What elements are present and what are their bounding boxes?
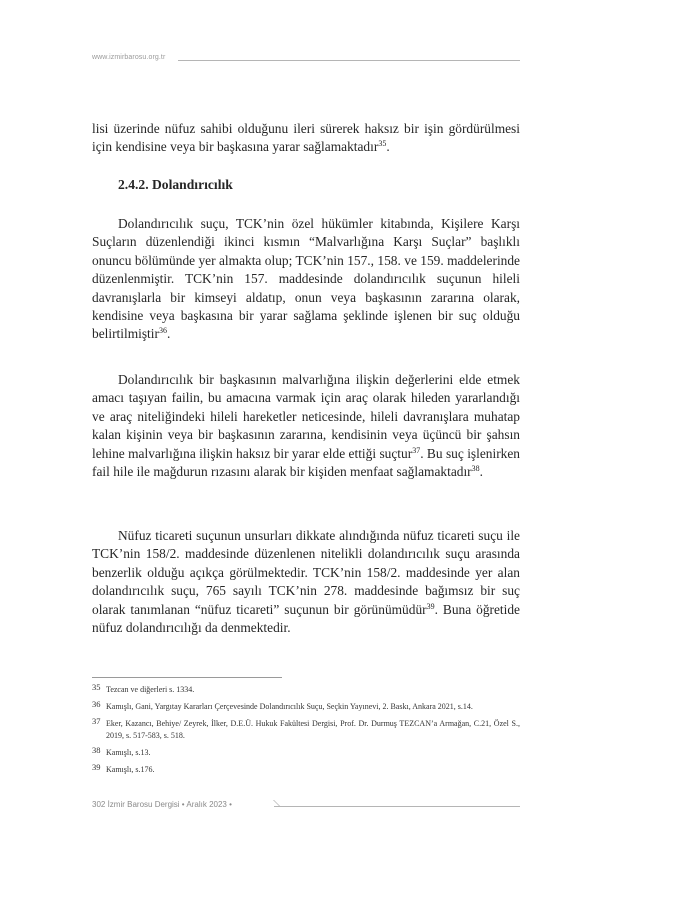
footnote-text: Kamışlı, s.13. (106, 747, 151, 757)
footnote-ref: 35 (378, 139, 387, 149)
footnote-ref: 39 (426, 601, 435, 611)
footnote (92, 684, 520, 696)
footnote-separator (92, 677, 282, 678)
footnote-text: Eker, Kazancı, Behiye/ Zeyrek, İlker, D.E.Ü. Hukuk Fakültesi Dergisi, Prof. Dr. Durmuş TEZCAN’a Armağan, C.21, Özel S., 2019, s. 517-583, s. 518. (106, 719, 520, 740)
paragraph-2 (92, 371, 520, 481)
paragraph-text: lisi üzerinde nüfuz sahibi olduğunu ileri sürerek haksız bir işin gördürülmesi için kendisine veya bir başkasına yarar sağlamaktadır$^{35}$. (92, 121, 520, 155)
paragraph-text: Dolandırıcılık bir başkasının malvarlığına ilişkin değerlerini elde etmek amacı taşıyan failin, bu amacına varmak için araç olarak hileden yararlandığı ve araç niteliğindeki hileli hareketler neticesinde, hileli davranışlara muhatap kalan kişinin veya bir başkasının zararına, kendisinin veya üçüncü bir şahsın lehine malvarlığına ilişkin haksız bir yarar elde ettiği suçtur$^{37}$. Bu suç işlenirken fail hile ile mağdurun rızasını alarak bir kişiden menfaat sağlamaktadır$^{38}$. (92, 372, 521, 480)
footnote-number: 36 (92, 699, 101, 709)
footnote-ref: 37 (412, 445, 421, 455)
footnote (92, 701, 520, 713)
header-rule (178, 60, 520, 61)
paragraph-3 (92, 527, 520, 637)
footnotes (92, 684, 520, 781)
footnote (92, 744, 520, 759)
paragraph-1 (92, 215, 520, 344)
page-header (92, 54, 520, 66)
paragraph-text: Dolandırıcılık suçu, TCK’nin özel hükümler kitabında, Kişilere Karşı Suçların düzenlendiği ikinci kısmın “Malvarlığına Karşı Suçlar” başlıklı onuncu bölümünde yer almakta olup; TCK’nin 157., 158. ve 159. maddelerinde düzenlenmiştir. TCK’nin 157. maddesinde dolandırıcılık suçunun hileli davranışlarla bir kimseyi aldatıp, onun veya başkasının zararına olarak, kendisine veya başkasına bir yarar sağlama şeklinde işlenen bir suç olduğu belirtilmiştir$^{36}$. (92, 216, 520, 342)
paragraph-text: Nüfuz ticareti suçunun unsurları dikkate alındığında nüfuz ticareti suçu ile TCK’nin 158/2. maddesinde düzenlenen nitelikli dolandırıcılık suçu arasında benzerlik olduğu açıkça görülmektedir. TCK’nin 158/2. maddesinde yer alan dolandırıcılık suçu, 765 sayılı TCK’nin 278. maddesinde bağımsız bir suç olarak tanımlanan “nüfuz ticareti” suçunun bir görünümüdür$^{39}$. Buna öğretide nüfuz dolandırıcılığı da denmektedir. (92, 528, 520, 636)
footnote-number: 37 (92, 716, 101, 726)
paragraph-continued (92, 120, 520, 157)
page-footer (92, 800, 520, 812)
footnote-ref: 38 (471, 464, 480, 474)
footnote-text: Kamışlı, s.176. (106, 764, 155, 774)
footnote-number: 38 (92, 744, 101, 755)
footnote-number: 35 (92, 682, 101, 692)
footnote-text: Kamışlı, Gani, Yargıtay Kararları Çerçevesinde Dolandırıcılık Suçu, Seçkin Yayınevi, 2. Baskı, Ankara 2021, s.14. (106, 702, 473, 711)
footnote (92, 718, 520, 741)
footnote (92, 761, 520, 776)
section-heading: 2.4.2. Dolandırıcılık (118, 177, 233, 192)
footnote-number: 39 (92, 761, 101, 772)
header-url: www.izmirbarosu.org.tr (92, 54, 166, 61)
footnote-text: Tezcan ve diğerleri s. 1334. (106, 685, 195, 694)
footnote-ref: 36 (158, 326, 167, 336)
footer-text: 302 İzmir Barosu Dergisi • Aralık 2023 • (92, 800, 232, 809)
footer-rule (274, 806, 520, 807)
